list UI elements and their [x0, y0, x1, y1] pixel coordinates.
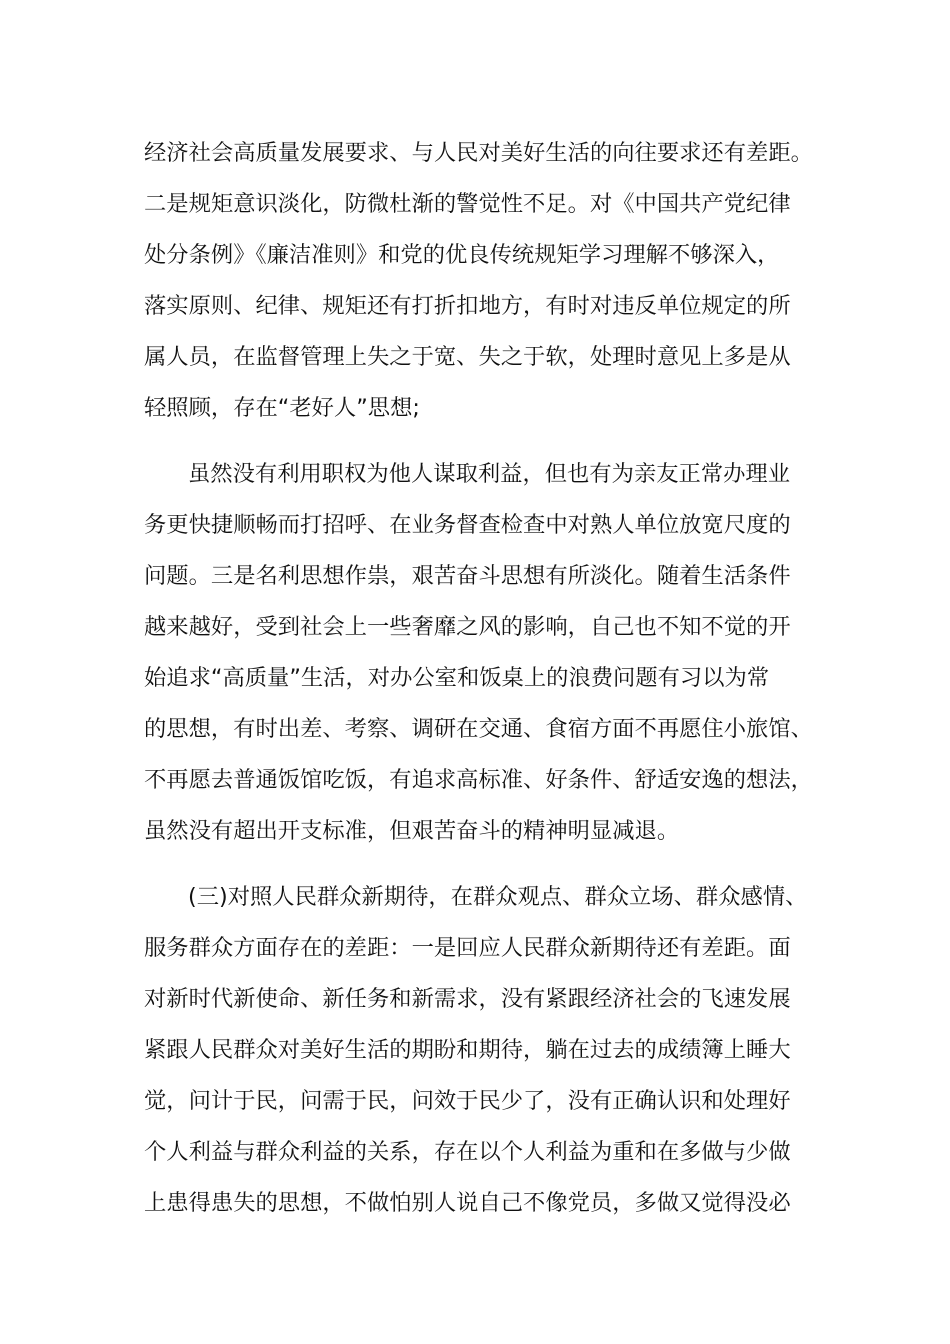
- text-line: 服务群众方面存在的差距：一是回应人民群众新期待还有差距。面: [144, 935, 791, 961]
- text-line: 紧跟人民群众对美好生活的期盼和期待，躺在过去的成绩簿上睡大: [144, 1037, 791, 1063]
- text-line: 个人利益与群众利益的关系，存在以个人利益为重和在多做与少做: [144, 1139, 791, 1165]
- text-line: 虽然没有超出开支标准，但艰苦奋斗的精神明显减退。: [144, 818, 680, 844]
- text-line: 处分条例》《廉洁准则》和党的优良传统规矩学习理解不够深入，: [144, 242, 780, 268]
- text-line: 不再愿去普通饭馆吃饭，有追求高标准、好条件、舒适安逸的想法，: [144, 767, 813, 793]
- text-line: 经济社会高质量发展要求、与人民对美好生活的向往要求还有差距。: [144, 140, 813, 166]
- text-line: 落实原则、纪律、规矩还有打折扣地方，有时对违反单位规定的所: [144, 293, 791, 319]
- text-line: 越来越好，受到社会上一些奢靡之风的影响，自己也不知不觉的开: [144, 614, 791, 640]
- paragraph-spacing: [144, 857, 808, 872]
- text-line: 二是规矩意识淡化，防微杜渐的警觉性不足。对《中国共产党纪律: [144, 191, 791, 217]
- text-line: 问题。三是名利思想作祟，艰苦奋斗思想有所淡化。随着生活条件: [144, 563, 791, 589]
- text-line: 对新时代新使命、新任务和新需求，没有紧跟经济社会的飞速发展: [144, 986, 791, 1012]
- document-body: [144, 128, 813, 1229]
- text-line: 的思想，有时出差、考察、调研在交通、食宿方面不再愿住小旅馆、: [144, 716, 813, 742]
- text-line: 虽然没有利用职权为他人谋取利益，但也有为亲友正常办理业: [188, 461, 791, 487]
- paragraph-3: [144, 872, 808, 1229]
- text-line: 轻照顾，存在“老好人”思想;: [144, 395, 420, 421]
- text-line: 上患得患失的思想，不做怕别人说自己不像党员，多做又觉得没必: [144, 1190, 791, 1216]
- paragraph-2: [144, 449, 813, 857]
- text-line: 属人员，在监督管理上失之于宽、失之于软，处理时意见上多是从: [144, 344, 791, 370]
- paragraph-1: [144, 128, 813, 434]
- text-line: 始追求“高质量”生活，对办公室和饭桌上的浪费问题有习以为常: [144, 665, 770, 691]
- text-line: 务更快捷顺畅而打招呼、在业务督查检查中对熟人单位放宽尺度的: [144, 512, 791, 538]
- paragraph-spacing: [144, 434, 808, 449]
- text-line: (三)对照人民群众新期待，在群众观点、群众立场、群众感情、: [188, 884, 808, 910]
- text-line: 觉，问计于民，问需于民，问效于民少了，没有正确认识和处理好: [144, 1088, 791, 1114]
